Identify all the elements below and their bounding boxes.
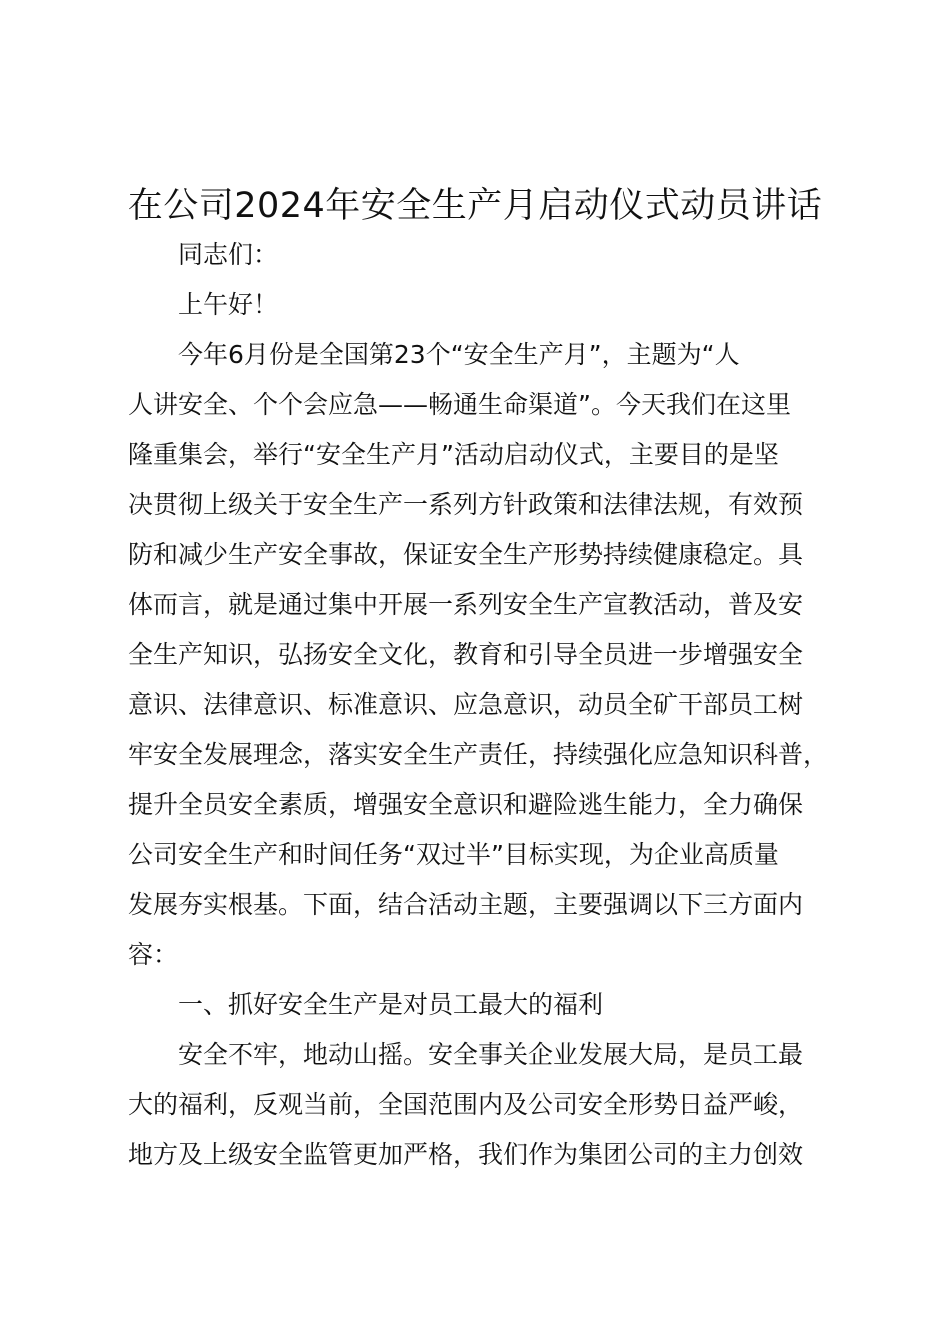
greeting-line: 上午好！	[178, 290, 279, 319]
paragraph-line: 地方及上级安全监管更加严格，我们作为集团公司的主力创效	[128, 1140, 804, 1169]
paragraph-line: 大的福利，反观当前，全国范围内及公司安全形势日益严峻，	[128, 1090, 804, 1119]
paragraph-line: 全生产知识，弘扬安全文化，教育和引导全员进一步增强安全	[128, 640, 804, 669]
paragraph-line: 发展夯实根基。下面，结合活动主题，主要强调以下三方面内	[128, 890, 804, 919]
paragraph-line: 牢安全发展理念，落实安全生产责任，持续强化应急知识科普，	[128, 740, 829, 769]
paragraph-line: 防和减少生产安全事故，保证安全生产形势持续健康稳定。具	[128, 540, 804, 569]
paragraph-line: 提升全员安全素质，增强安全意识和避险逃生能力，全力确保	[128, 790, 804, 819]
paragraph-line: 隆重集会，举行“安全生产月”活动启动仪式，主要目的是坚	[128, 440, 779, 469]
document-title: 在公司2024年安全生产月启动仪式动员讲话	[127, 186, 823, 226]
paragraph-line: 容：	[128, 940, 179, 969]
paragraph-line: 意识、法律意识、标准意识、应急意识，动员全矿干部员工树	[128, 690, 804, 719]
paragraph-line: 安全不牢，地动山摇。安全事关企业发展大局，是员工最	[178, 1040, 804, 1069]
salutation-line: 同志们：	[178, 240, 279, 269]
paragraph-line: 人讲安全、个个会应急——畅通生命渠道”。今天我们在这里	[128, 390, 791, 419]
paragraph-line: 今年6月份是全国第23个“安全生产月”，主题为“人	[178, 340, 740, 369]
paragraph-line: 决贯彻上级关于安全生产一系列方针政策和法律法规，有效预	[128, 490, 804, 519]
document-body	[128, 230, 828, 1180]
paragraph-line: 体而言，就是通过集中开展一系列安全生产宣教活动，普及安	[128, 590, 804, 619]
paragraph-line: 公司安全生产和时间任务“双过半”目标实现，为企业高质量	[128, 840, 779, 869]
section-heading: 一、抓好安全生产是对员工最大的福利	[178, 990, 604, 1019]
